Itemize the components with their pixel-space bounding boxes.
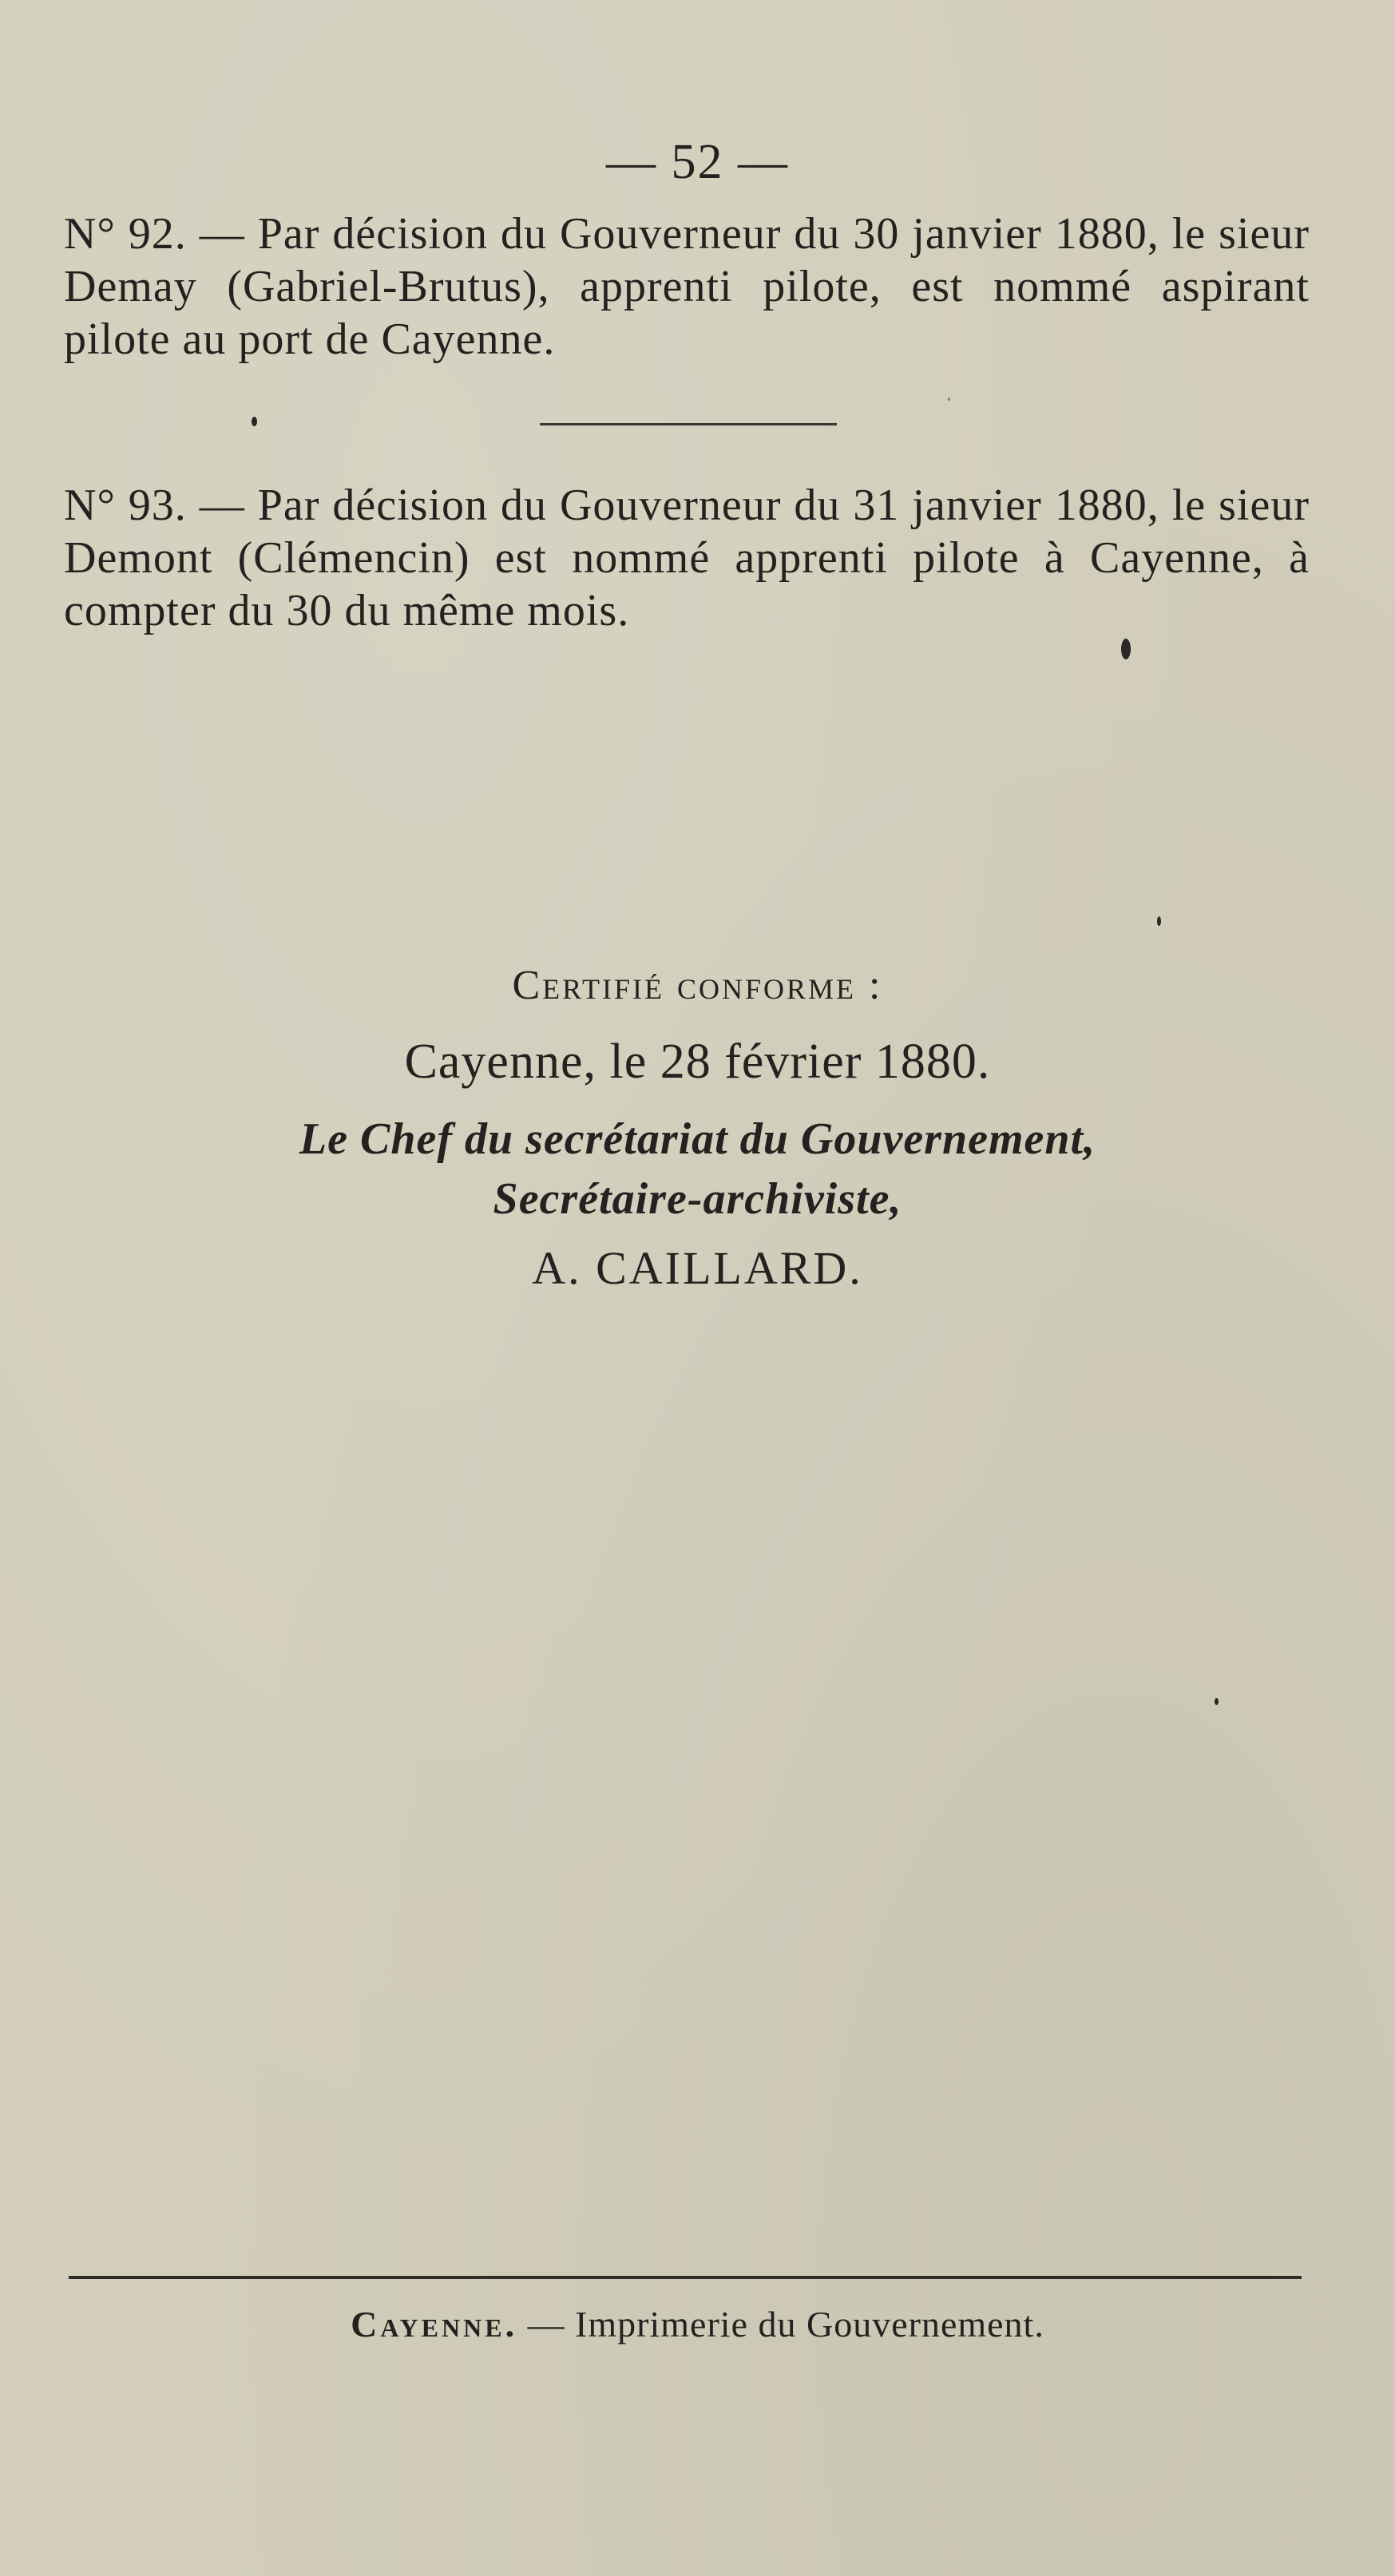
ink-speck [1121,639,1131,659]
page-number: — 52 — [606,135,789,189]
entry-92-text: — Par décision du Gouverneur du 30 janvier 1880, le sieur Demay (Gabriel-Brutus), apprenti pilote, est nommé aspirant pilote au port de Cayenne. [64,209,1310,364]
separator-rule [540,423,837,425]
certification-heading: Certifié conforme : [512,963,883,1008]
imprint-text: — Imprimerie du Gouvernement. [517,2304,1044,2345]
footer-rule [69,2276,1302,2279]
ink-speck [1215,1698,1219,1705]
entry-93-text: — Par décision du Gouverneur du 31 janvier 1880, le sieur Demont (Clémencin) est nommé apprenti pilote à Cayenne, à compter du 30 du même mois. [64,481,1310,635]
ink-speck [252,417,257,426]
entry-93-number: N° 93. [64,481,187,530]
ink-speck [948,398,950,401]
ink-speck [1157,916,1161,926]
imprint-city: Cayenne. [351,2304,518,2345]
signatory-title-1: Le Chef du secrétariat du Gouvernement, [299,1114,1096,1164]
place-date: Cayenne, le 28 février 1880. [404,1035,991,1089]
signatory-name: A. CAILLARD. [532,1242,863,1294]
entry-92-number: N° 92. [64,209,187,259]
entry-92 [64,208,1310,366]
imprint [0,2303,1395,2345]
entry-93 [64,479,1310,637]
signatory-title-2: Secrétaire-archiviste, [493,1174,902,1224]
